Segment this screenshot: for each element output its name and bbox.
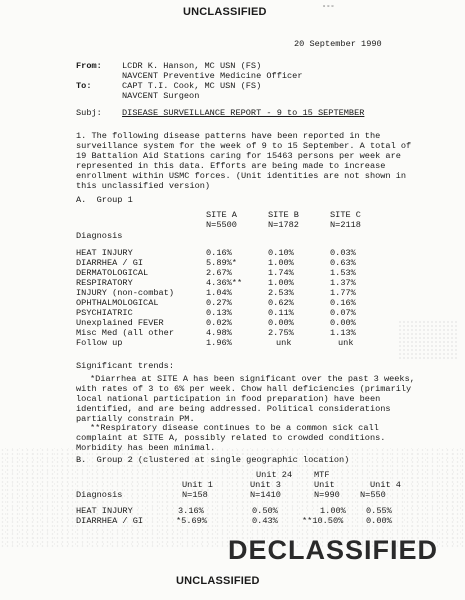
group1-column-headers <box>76 210 396 220</box>
group2-unit-n <box>76 490 406 500</box>
trend-note-diarrhea: *Diarrhea at SITE A has been significant over the past 3 weeks, with rates of 3 to 6% per week. Chow hall deficiencies (primarily local national participation in food preparation) have been identified, and are being addressed. Political considerations partially constrain PM. <box>76 374 415 424</box>
table-row <box>76 338 396 348</box>
table-row <box>76 268 396 278</box>
site-a-cell: 2.67% <box>206 268 232 278</box>
diagnosis-cell: HEAT INJURY <box>76 248 133 258</box>
site-b-cell: 1.00% <box>268 278 294 288</box>
to-title: NAVCENT Surgeon <box>122 91 200 101</box>
diagnosis-cell: HEAT INJURY <box>76 506 133 516</box>
paragraph-1: 1. The following disease patterns have been reported in the surveillance system for the week of 9 to 15 September. A total of 19 Battalion Aid Stations caring for 15463 persons per week are represented in this data. Efforts are being made to increase enrollment within USMC forces. (Unit identities are not shown in this unclassified version) <box>76 131 412 191</box>
diagnosis-cell: PSYCHIATRIC <box>76 308 133 318</box>
from-title: NAVCENT Preventive Medicine Officer <box>122 71 303 81</box>
unit-cell: 0.55% <box>366 506 392 516</box>
site-b-cell: 2.53% <box>268 288 294 298</box>
unit-n: N=158 <box>182 490 208 500</box>
table-row <box>76 288 396 298</box>
site-a-cell: 0.27% <box>206 298 232 308</box>
table-row <box>76 248 396 258</box>
unit-cell: **10.50% <box>302 516 344 526</box>
col-n-site-c: N=2118 <box>330 220 361 230</box>
unit-n: N=990 <box>314 490 340 500</box>
table-row <box>76 278 396 288</box>
diagnosis-cell: INJURY (non-combat) <box>76 288 174 298</box>
diagnosis-cell: RESPIRATORY <box>76 278 133 288</box>
unit-n: N=550 <box>360 490 386 500</box>
handwritten-mark: °°° <box>322 5 335 13</box>
site-a-cell: 0.02% <box>206 318 232 328</box>
table-row <box>76 506 406 516</box>
site-c-cell: unk <box>338 338 354 348</box>
col-header-site-b: SITE B <box>268 210 299 220</box>
table-row <box>76 318 396 328</box>
top-classification-marking: UNCLASSIFIED <box>183 6 267 18</box>
table-row <box>76 516 406 526</box>
group2-heading: B. Group 2 (clustered at single geographic location) <box>76 455 350 465</box>
unit-cell: *5.69% <box>176 516 207 526</box>
diagnosis-cell: DIARRHEA / GI <box>76 516 144 526</box>
col-header-site-a: SITE A <box>206 210 237 220</box>
unit-header: Unit 1 <box>182 480 213 490</box>
site-a-cell: 1.04% <box>206 288 232 298</box>
trends-heading: Significant trends: <box>76 361 174 371</box>
unit-cell: 1.00% <box>320 506 346 516</box>
site-c-cell: 0.16% <box>330 298 356 308</box>
to-label: To: <box>76 81 92 91</box>
scan-speckle <box>398 320 458 360</box>
site-a-cell: 4.36%** <box>206 278 243 288</box>
site-c-cell: 1.53% <box>330 268 356 278</box>
site-a-cell: 0.16% <box>206 248 232 258</box>
trend-note-respiratory: **Respiratory disease continues to be a common sick call complaint at SITE A, possibly related to crowded conditions. Morbidity has been minimal. <box>76 423 386 453</box>
mtf-label: MTF <box>314 470 330 480</box>
table-row <box>76 328 396 338</box>
site-c-cell: 1.13% <box>330 328 356 338</box>
site-b-cell: 0.62% <box>268 298 294 308</box>
unit-header: Unit 4 <box>370 480 401 490</box>
col-n-site-b: N=1782 <box>268 220 299 230</box>
site-a-cell: 5.89%* <box>206 258 237 268</box>
diagnosis-cell: DIARRHEA / GI <box>76 258 144 268</box>
from-label: From: <box>76 61 102 71</box>
diagnosis-cell: Unexplained FEVER <box>76 318 164 328</box>
site-b-cell: unk <box>276 338 292 348</box>
diagnosis-cell: Misc Med (all other <box>76 328 174 338</box>
site-a-cell: 0.13% <box>206 308 232 318</box>
unit-cell: 0.50% <box>252 506 278 516</box>
col-n-site-a: N=5500 <box>206 220 237 230</box>
site-b-cell: 0.00% <box>268 318 294 328</box>
site-c-cell: 1.77% <box>330 288 356 298</box>
site-c-cell: 0.00% <box>330 318 356 328</box>
group2-unit-headers <box>76 480 406 490</box>
declassified-stamp: DECLASSIFIED <box>228 535 439 565</box>
unit-cell: 3.16% <box>178 506 204 516</box>
to-name: CAPT T.I. Cook, MC USN (FS) <box>122 81 262 91</box>
from-name: LCDR K. Hanson, MC USN (FS) <box>122 61 262 71</box>
bottom-classification-marking: UNCLASSIFIED <box>176 575 260 587</box>
site-b-cell: 0.11% <box>268 308 294 318</box>
site-a-cell: 1.96% <box>206 338 232 348</box>
col-header-site-c: SITE C <box>330 210 361 220</box>
group1-column-n <box>76 220 396 230</box>
table-row <box>76 308 396 318</box>
unit-header: Unit <box>314 480 335 490</box>
site-c-cell: 0.63% <box>330 258 356 268</box>
group1-heading: A. Group 1 <box>76 195 133 205</box>
site-c-cell: 0.07% <box>330 308 356 318</box>
table-row <box>76 258 396 268</box>
group2-top-labels <box>76 470 406 480</box>
site-b-cell: 0.10% <box>268 248 294 258</box>
site-a-cell: 4.98% <box>206 328 232 338</box>
table-row <box>76 298 396 308</box>
site-b-cell: 1.00% <box>268 258 294 268</box>
memo-date: 20 September 1990 <box>294 39 382 49</box>
site-b-cell: 1.74% <box>268 268 294 278</box>
unit-header: Unit 3 <box>250 480 281 490</box>
subject-line: DISEASE SURVEILLANCE REPORT - 9 to 15 SEPTEMBER <box>122 108 365 118</box>
diagnosis-cell: OPHTHALMOLOGICAL <box>76 298 159 308</box>
group2-diagnosis-label: Diagnosis <box>76 490 123 500</box>
subject-label: Subj: <box>76 108 102 118</box>
site-c-cell: 0.03% <box>330 248 356 258</box>
unit-cell: 0.43% <box>252 516 278 526</box>
unit-n: N=1410 <box>250 490 281 500</box>
group1-diagnosis-label: Diagnosis <box>76 231 123 241</box>
site-b-cell: 2.75% <box>268 328 294 338</box>
diagnosis-cell: DERMATOLOGICAL <box>76 268 149 278</box>
unit-cell: 0.00% <box>366 516 392 526</box>
unit-24-label: Unit 24 <box>256 470 293 480</box>
site-c-cell: 1.37% <box>330 278 356 288</box>
diagnosis-cell: Follow up <box>76 338 123 348</box>
